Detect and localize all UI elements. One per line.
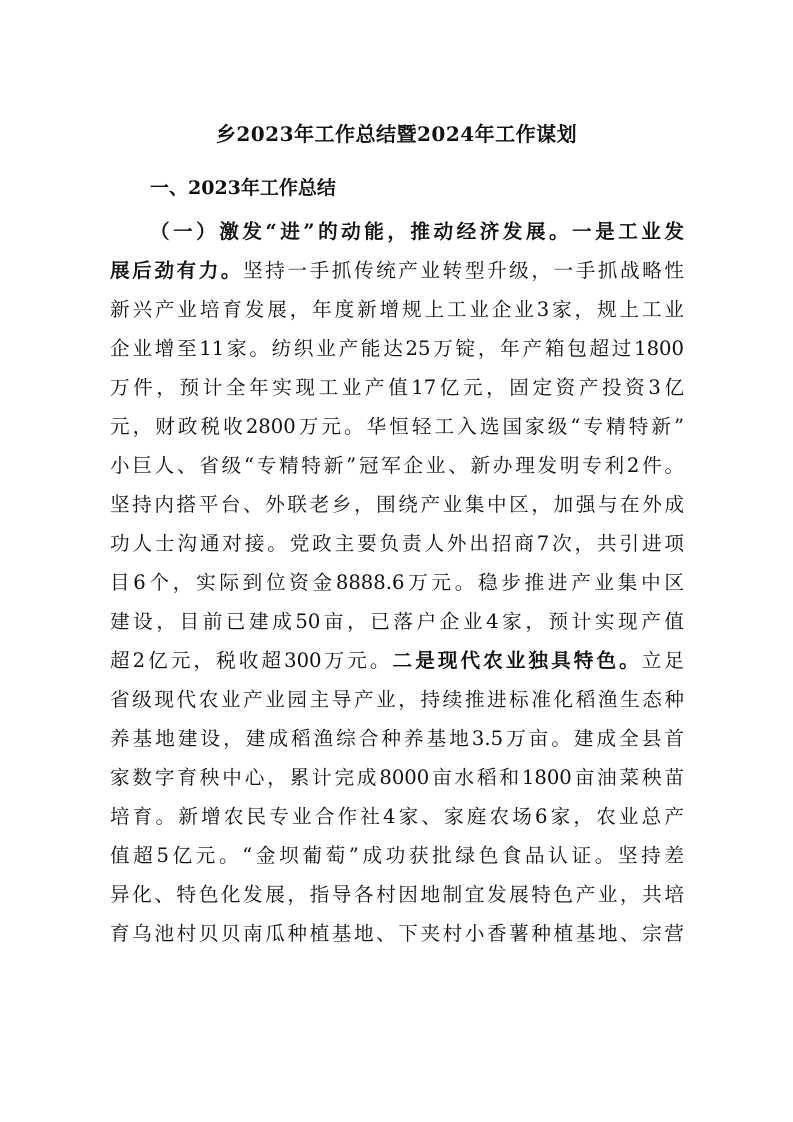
paragraph-line: 养基地建设，建成稻渔综合种养基地3.5万亩。建成全县首 <box>110 727 684 750</box>
paragraph-line: 新兴产业培育发展，年度新增规上工业企业3家，规上工业 <box>110 298 684 321</box>
paragraph-line: 超2亿元，税收超300万元。二是现代农业独具特色。立足 <box>110 649 685 672</box>
paragraph-line: （一）激发“进”的动能，推动经济发展。一是工业发 <box>150 220 684 243</box>
paragraph-line: 企业增至11家。纺织业产能达25万锭，年产箱包超过1800 <box>110 337 684 360</box>
paragraph-line: 坚持内搭平台、外联老乡，围绕产业集中区，加强与在外成 <box>110 493 684 516</box>
body-text <box>110 212 684 953</box>
paragraph-line: 目6个，实际到位资金8888.6万元。稳步推进产业集中区 <box>110 571 684 594</box>
paragraph-line: 元，财政税收2800万元。华恒轻工入选国家级“专精特新” <box>110 415 684 438</box>
section-heading: 一、2023年工作总结 <box>150 177 336 199</box>
paragraph-line: 值超5亿元。“金坝葡萄”成功获批绿色食品认证。坚持差 <box>110 844 684 867</box>
paragraph-line: 育乌池村贝贝南瓜种植基地、下夹村小香薯种植基地、宗营 <box>110 922 684 945</box>
paragraph-line: 建设，目前已建成50亩，已落户企业4家，预计实现产值 <box>110 610 684 633</box>
paragraph-line: 省级现代农业产业园主导产业，持续推进标准化稻渔生态种 <box>110 688 684 711</box>
paragraph-line: 培育。新增农民专业合作社4家、家庭农场6家，农业总产 <box>110 805 684 828</box>
paragraph-line: 家数字育秧中心，累计完成8000亩水稻和1800亩油菜秧苗 <box>110 766 684 789</box>
document-title: 乡2023年工作总结暨2024年工作谋划 <box>215 122 578 146</box>
paragraph-line: 万件，预计全年实现工业产值17亿元，固定资产投资3亿 <box>110 376 684 399</box>
paragraph-line: 小巨人、省级“专精特新”冠军企业、新办理发明专利2件。 <box>110 454 684 477</box>
paragraph-line: 异化、特色化发展，指导各村因地制宜发展特色产业，共培 <box>110 883 684 906</box>
paragraph-line: 功人士沟通对接。党政主要负责人外出招商7次，共引进项 <box>110 532 684 555</box>
paragraph-line: 展后劲有力。坚持一手抓传统产业转型升级，一手抓战略性 <box>110 259 685 282</box>
